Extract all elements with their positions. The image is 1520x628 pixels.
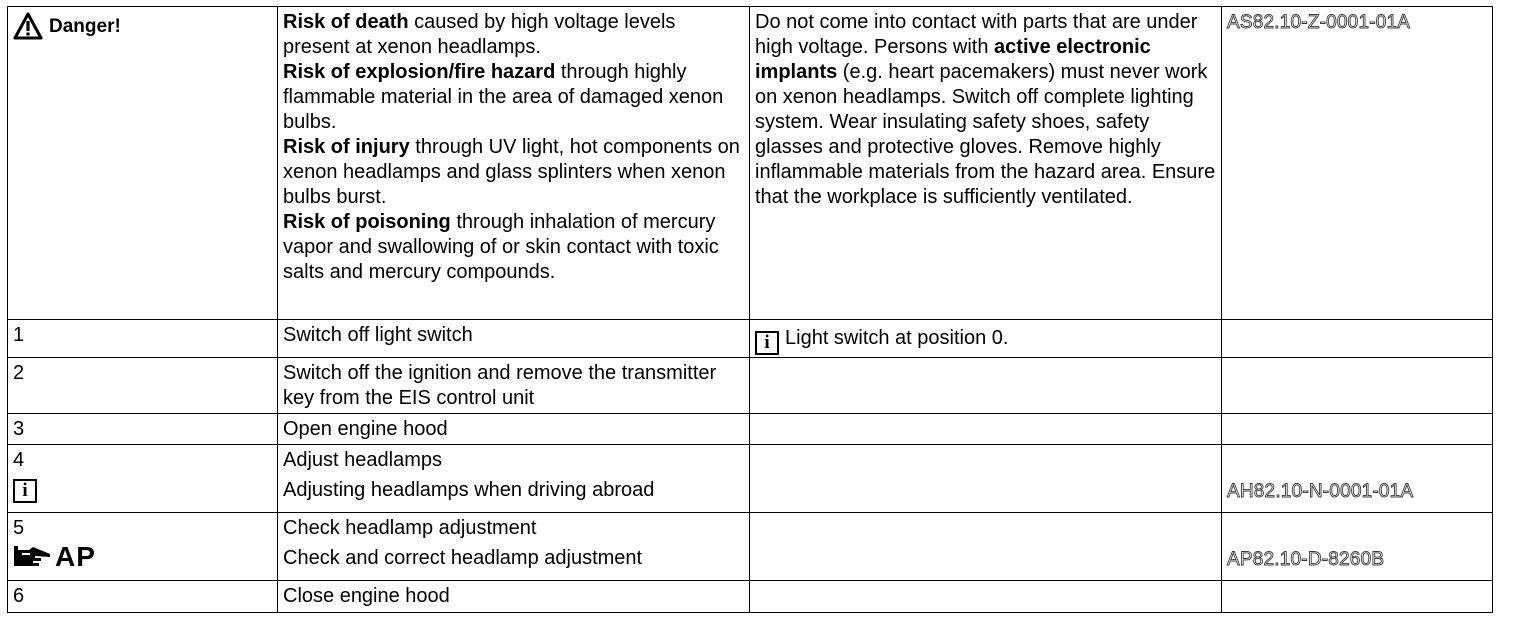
risk-title: Risk of death — [283, 11, 409, 33]
step-action-cell — [278, 445, 750, 513]
document-reference[interactable]: AP82.10-D-8260B — [1227, 549, 1385, 570]
step-note-cell — [750, 320, 1222, 358]
pointing-hand-icon — [13, 544, 53, 570]
step-number-cell — [8, 513, 278, 581]
step-ref-cell — [1222, 414, 1493, 445]
risk-injury — [283, 135, 744, 210]
step-ref-cell — [1222, 445, 1493, 513]
risk-text: caused by high voltage levels present at xenon headlamps. — [283, 11, 676, 58]
risk-title: Risk of explosion/fire hazard — [283, 61, 556, 83]
step-number: 3 — [8, 414, 278, 445]
risk-title: Risk of poisoning — [283, 211, 451, 233]
step-number: 4 — [13, 449, 25, 471]
risk-title: Risk of injury — [283, 136, 410, 158]
step-note-cell — [750, 445, 1222, 513]
info-icon: i — [755, 331, 779, 355]
step-ref-cell — [1222, 513, 1493, 581]
step-number: 2 — [8, 358, 278, 414]
step-action: Switch off the ignition and remove the transmitter key from the EIS control unit — [278, 358, 750, 414]
procedure-table — [7, 6, 1493, 613]
step-number: 6 — [8, 581, 278, 613]
risk-text: through inhalation of mercury vapor and swallowing of or skin contact with toxic salts and mercury compounds. — [283, 211, 719, 283]
ap-label: AP — [55, 541, 96, 572]
step-action: Check headlamp adjustment — [283, 517, 537, 539]
document-reference[interactable]: AS82.10-Z-0001-01A — [1227, 12, 1411, 33]
step-ref-cell — [1222, 320, 1493, 358]
danger-risks-cell — [278, 7, 750, 320]
step-note-cell — [750, 414, 1222, 445]
step-row — [8, 513, 1493, 581]
step-note-cell — [750, 513, 1222, 581]
step-row — [8, 445, 1493, 513]
step-action: Open engine hood — [278, 414, 750, 445]
step-row — [8, 358, 1493, 414]
step-row — [8, 320, 1493, 358]
risk-text: through UV light, hot components on xenon headlamps and glass splinters when xenon bulbs burst. — [283, 136, 740, 208]
step-action: Close engine hood — [278, 581, 750, 613]
danger-measures-cell — [750, 7, 1222, 320]
measures-text-2: (e.g. heart pacemakers) must never work on xenon headlamps. Switch off complete lighting system. Wear insulating safety shoes, safety glasses and protective gloves. Remove highly inflammable materials from the hazard area. Ensure that the workplace is sufficiently ventilated. — [755, 61, 1216, 208]
risk-death — [283, 10, 744, 60]
risk-explosion — [283, 60, 744, 135]
danger-label-cell — [8, 7, 278, 320]
measures-text-1: Do not come into contact with parts that are under high voltage. Persons with — [755, 11, 1198, 58]
document-reference[interactable]: AH82.10-N-0001-01A — [1227, 481, 1414, 502]
danger-label-text: Danger! — [49, 15, 121, 37]
step-number: 5 — [13, 517, 25, 539]
warning-triangle-icon — [13, 12, 43, 40]
risk-text: through highly flammable material in the area of damaged xenon bulbs. — [283, 61, 724, 133]
step-row — [8, 414, 1493, 445]
danger-row — [8, 7, 1493, 320]
step-note-cell — [750, 581, 1222, 613]
risk-poisoning — [283, 210, 744, 285]
danger-ref-cell — [1222, 7, 1493, 320]
step-ref-cell — [1222, 358, 1493, 414]
measures-bold: active electronic implants — [755, 36, 1151, 83]
danger-label — [13, 10, 272, 40]
step-number: 1 — [8, 320, 278, 358]
step-note-cell — [750, 358, 1222, 414]
step-note: Light switch at position 0. — [785, 327, 1009, 349]
step-sub-action[interactable]: Check and correct headlamp adjustment — [283, 547, 643, 569]
step-ref-cell — [1222, 581, 1493, 613]
step-number-cell — [8, 445, 278, 513]
step-action: Switch off light switch — [278, 320, 750, 358]
step-action: Adjust headlamps — [283, 449, 442, 471]
step-action-cell — [278, 513, 750, 581]
step-row — [8, 581, 1493, 613]
ap-link[interactable] — [13, 543, 272, 571]
step-sub-action[interactable]: Adjusting headlamps when driving abroad — [283, 479, 655, 501]
info-icon[interactable]: i — [13, 479, 37, 503]
